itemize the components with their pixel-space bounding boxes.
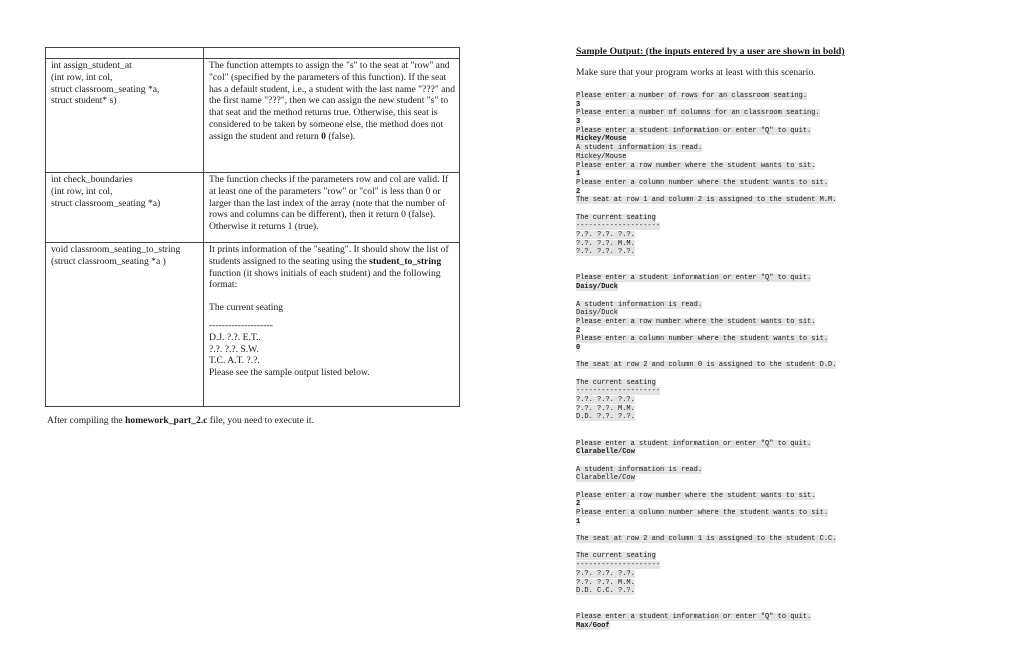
console-output-line bbox=[576, 552, 876, 561]
console-blank-line bbox=[576, 292, 876, 301]
console-text: The current seating bbox=[576, 552, 656, 561]
console-text: Max/Goof bbox=[576, 621, 610, 630]
console-blank-line bbox=[576, 483, 876, 492]
description-bold: student_to_string bbox=[369, 255, 442, 267]
console-output-line bbox=[576, 179, 876, 188]
console-blank-line bbox=[576, 266, 876, 275]
scenario-note: Make sure that your program works at least with this scenario. bbox=[576, 67, 816, 78]
console-text: A student information is read. bbox=[576, 465, 703, 474]
console-output-line bbox=[576, 405, 876, 414]
example-line: ?.?. ?.?. S.W. bbox=[209, 343, 259, 355]
description-bold: 0 bbox=[321, 130, 326, 142]
console-input-line bbox=[576, 344, 876, 353]
signature-line: (struct classroom_seating *a ) bbox=[51, 255, 166, 267]
console-output-line bbox=[576, 535, 876, 544]
console-output-line bbox=[576, 387, 876, 396]
console-output-line bbox=[576, 579, 876, 588]
console-text: ?.?. ?.?. M.M. bbox=[576, 578, 635, 587]
footer-note bbox=[47, 415, 314, 426]
function-signature bbox=[46, 173, 204, 243]
console-text: -------------------- bbox=[576, 561, 661, 570]
console-text: Daisy/Duck bbox=[576, 283, 619, 292]
signature-line: struct classroom_seating *a) bbox=[51, 197, 161, 209]
console-text: The seat at row 2 and column 1 is assigned to the student C.C. bbox=[576, 535, 837, 544]
console-input-line bbox=[576, 170, 876, 179]
sample-output-title: Sample Output: (the inputs entered by a user are shown in bold) bbox=[576, 46, 845, 57]
console-text: The current seating bbox=[576, 378, 656, 387]
console-blank-line bbox=[576, 605, 876, 614]
console-text: Clarabelle/Cow bbox=[576, 448, 635, 457]
description-paragraph bbox=[209, 244, 455, 291]
console-output-line bbox=[576, 231, 876, 240]
table-row bbox=[46, 173, 460, 243]
function-description bbox=[204, 173, 460, 243]
console-text: ?.?. ?.?. M.M. bbox=[576, 404, 635, 413]
signature-line: void classroom_seating_to_string bbox=[51, 244, 181, 255]
console-text: 2 bbox=[576, 326, 581, 335]
console-output-line bbox=[576, 274, 876, 283]
console-text: ?.?. ?.?. ?.?. bbox=[576, 396, 635, 405]
example-rule: -------------------- bbox=[209, 319, 273, 331]
console-text: 1 bbox=[576, 517, 581, 526]
signature-line: int check_boundaries bbox=[51, 174, 133, 185]
console-text: Please enter a number of rows for an classroom seating. bbox=[576, 92, 808, 100]
console-text: Daisy/Duck bbox=[576, 309, 619, 318]
console-text: -------------------- bbox=[576, 222, 661, 231]
console-text: 2 bbox=[576, 187, 581, 196]
console-output-line bbox=[576, 379, 876, 388]
console-output-line bbox=[576, 248, 876, 257]
console-output-line bbox=[576, 509, 876, 518]
left-page bbox=[45, 47, 460, 407]
console-output-line bbox=[576, 196, 876, 205]
console-input-line bbox=[576, 448, 876, 457]
console-text: Please enter a row number where the student wants to sit. bbox=[576, 491, 816, 500]
console-text: Please enter a student information or enter "Q" to quit. bbox=[576, 613, 812, 622]
console-output-line bbox=[576, 153, 876, 162]
header-cell bbox=[46, 48, 204, 59]
console-output-line bbox=[576, 396, 876, 405]
console-text: The current seating bbox=[576, 213, 656, 222]
console-output-line bbox=[576, 561, 876, 570]
footer-text: After compiling the bbox=[47, 415, 126, 426]
header-cell bbox=[204, 48, 460, 59]
console-text: The seat at row 2 and column 0 is assigned to the student D.D. bbox=[576, 361, 837, 370]
description-text: (false). bbox=[325, 130, 356, 142]
console-output-line bbox=[576, 214, 876, 223]
console-output-line bbox=[576, 309, 876, 318]
console-text: Clarabelle/Cow bbox=[576, 474, 635, 483]
function-signature bbox=[46, 59, 204, 173]
signature-line: (int row, int col, bbox=[51, 185, 113, 197]
console-text: 1 bbox=[576, 170, 581, 179]
description-text: It prints information of the "seating". It should show the list of students assigned to the seating using the bbox=[209, 244, 452, 267]
console-input-line bbox=[576, 188, 876, 197]
function-signature bbox=[46, 243, 204, 407]
example-line: D.J. ?.?. E.T.. bbox=[209, 331, 261, 343]
console-input-line bbox=[576, 622, 876, 631]
console-text: Please enter a column number where the student wants to sit. bbox=[576, 335, 829, 344]
console-input-line bbox=[576, 118, 876, 127]
console-output-line bbox=[576, 318, 876, 327]
console-output-line bbox=[576, 109, 876, 118]
example-heading: The current seating bbox=[209, 302, 284, 314]
console-text: Please enter a column number where the student wants to sit. bbox=[576, 178, 829, 187]
console-blank-line bbox=[576, 353, 876, 362]
signature-line: struct classroom_seating *a, bbox=[51, 83, 160, 95]
console-blank-line bbox=[576, 370, 876, 379]
console-input-line bbox=[576, 283, 876, 292]
console-output-line bbox=[576, 440, 876, 449]
table-row bbox=[46, 59, 460, 173]
table-row bbox=[46, 243, 460, 407]
console-input-line bbox=[576, 518, 876, 527]
console-text: Mickey/Mouse bbox=[576, 152, 627, 161]
console-text: D.D. ?.?. ?.?. bbox=[576, 413, 635, 422]
console-output-line bbox=[576, 144, 876, 153]
console-text: A student information is read. bbox=[576, 300, 703, 309]
footer-filename: homework_part_2.c bbox=[125, 415, 208, 426]
console-text: Please enter a row number where the student wants to sit. bbox=[576, 161, 816, 170]
footer-text: file, you need to execute it. bbox=[207, 415, 314, 426]
console-blank-line bbox=[576, 544, 876, 553]
console-input-line bbox=[576, 135, 876, 144]
console-text: ?.?. ?.?. ?.?. bbox=[576, 569, 635, 578]
function-table bbox=[45, 47, 460, 407]
console-blank-line bbox=[576, 205, 876, 214]
description-text: The function checks if the parameters row and col are valid. If at least one of the parameters "row" or "col" is less than 0 or larger than the last index of the array (note that the number of rows and columns can be different), then it return 0 (false). Otherwise it returns 1 (true). bbox=[209, 174, 449, 233]
console-text: ?.?. ?.?. ?.?. bbox=[576, 231, 635, 239]
console-blank-line bbox=[576, 596, 876, 605]
console-output-line bbox=[576, 301, 876, 310]
console-input-line bbox=[576, 500, 876, 509]
console-output-line bbox=[576, 474, 876, 483]
signature-line: (int row, int col, bbox=[51, 71, 113, 83]
console-output-line bbox=[576, 127, 876, 136]
console-text: Please enter a student information or enter "Q" to quit. bbox=[576, 439, 812, 448]
console-output-line bbox=[576, 413, 876, 422]
console-output-line bbox=[576, 587, 876, 596]
description-text: The function attempts to assign the "s" to the seat at "row" and "col" (specified by the parameters of this function). If the seat has a default student, i.e., a student with the last name "???" and the first name "???", then we can assign the new student "s" to that seat and the method returns true. Otherwise, this seat is considered to be taken by someone else, the method does not assign the student and return bbox=[209, 60, 455, 142]
function-description bbox=[204, 243, 460, 407]
console-text: Please enter a student information or enter "Q" to quit. bbox=[576, 126, 812, 135]
console-output-line bbox=[576, 361, 876, 370]
console-output bbox=[576, 92, 876, 631]
see-also-text: Please see the sample output listed below. bbox=[209, 367, 370, 379]
console-input-line bbox=[576, 101, 876, 110]
console-input-line bbox=[576, 327, 876, 336]
console-text: 3 bbox=[576, 100, 581, 109]
console-text: -------------------- bbox=[576, 387, 661, 396]
console-text: The seat at row 1 and column 2 is assigned to the student M.M. bbox=[576, 196, 837, 205]
console-output-line bbox=[576, 222, 876, 231]
console-text: 2 bbox=[576, 500, 581, 509]
console-output-line bbox=[576, 240, 876, 249]
console-output-line bbox=[576, 466, 876, 475]
console-text: Please enter a number of columns for an classroom seating. bbox=[576, 109, 820, 118]
console-blank-line bbox=[576, 431, 876, 440]
console-output-line bbox=[576, 162, 876, 171]
description-text: function (it shows initials of each student) and the following format: bbox=[209, 255, 444, 291]
console-blank-line bbox=[576, 257, 876, 266]
console-text: ?.?. ?.?. M.M. bbox=[576, 239, 635, 248]
console-output-line bbox=[576, 570, 876, 579]
signature-line: int assign_student_at bbox=[51, 60, 132, 71]
console-text: A student information is read. bbox=[576, 144, 703, 153]
signature-line: struct student* s) bbox=[51, 95, 117, 107]
console-blank-line bbox=[576, 526, 876, 535]
console-blank-line bbox=[576, 457, 876, 466]
console-output-line bbox=[576, 92, 876, 101]
console-output-line bbox=[576, 335, 876, 344]
table-header-row bbox=[46, 48, 460, 59]
console-text: Please enter a student information or enter "Q" to quit. bbox=[576, 274, 812, 283]
console-text: Mickey/Mouse bbox=[576, 135, 627, 144]
console-output-line bbox=[576, 613, 876, 622]
console-text: ?.?. ?.?. ?.?. bbox=[576, 248, 635, 257]
console-output-line bbox=[576, 492, 876, 501]
console-text: 0 bbox=[576, 343, 581, 352]
console-text: 3 bbox=[576, 118, 581, 127]
console-text: Please enter a column number where the student wants to sit. bbox=[576, 509, 829, 517]
example-line: T.C. A.T. ?.?. bbox=[209, 355, 260, 367]
function-description bbox=[204, 59, 460, 173]
console-text: Please enter a row number where the student wants to sit. bbox=[576, 317, 816, 326]
console-blank-line bbox=[576, 422, 876, 431]
right-page bbox=[576, 46, 876, 631]
console-text: D.D. C.C. ?.?. bbox=[576, 587, 635, 596]
